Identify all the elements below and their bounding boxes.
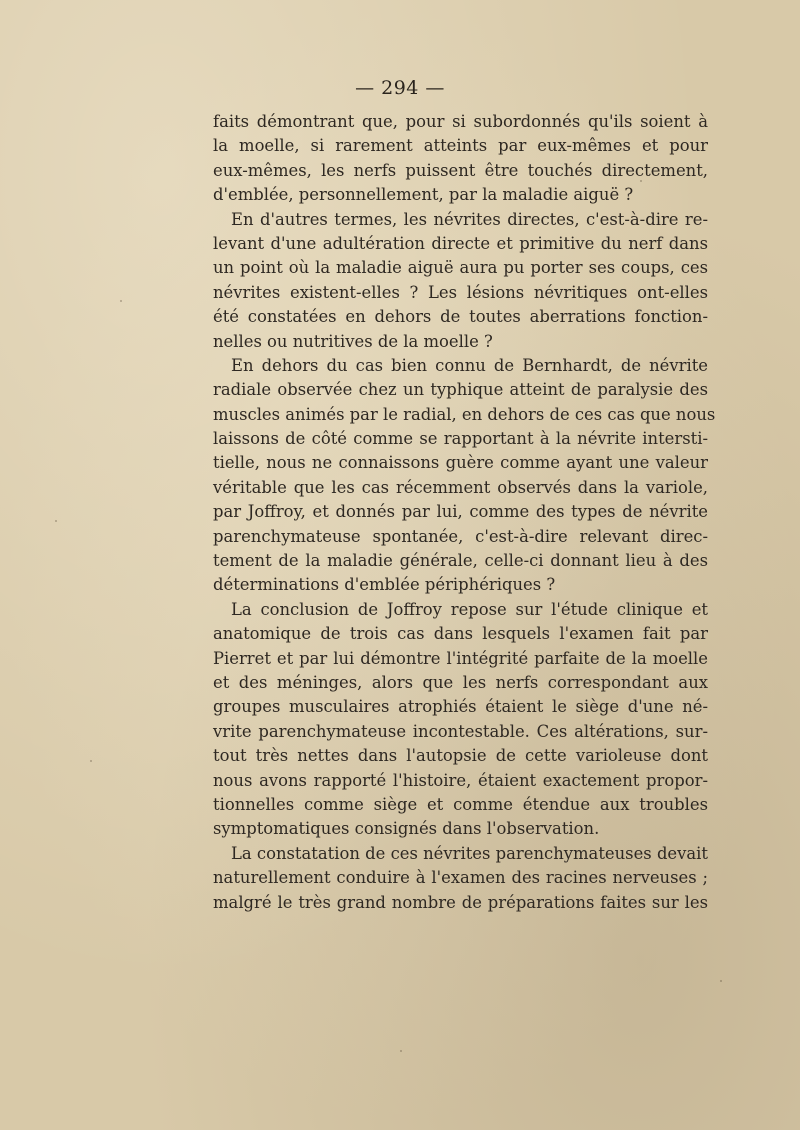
- text-line: tement de la maladie générale, celle-ci donnant lieu à des: [213, 551, 708, 571]
- paragraph: [213, 842, 708, 915]
- page-number: — 294 —: [355, 77, 445, 99]
- paragraph: [213, 110, 708, 208]
- text-line: En d'autres termes, les névrites directes, c'est-à-dire re-: [231, 209, 708, 229]
- paper-speck: [90, 760, 92, 762]
- text-line: malgré le très grand nombre de préparations faites sur les: [213, 892, 708, 912]
- paragraph: [213, 208, 708, 354]
- text-line: levant d'une adultération directe et primitive du nerf dans: [213, 233, 708, 253]
- paper-speck: [640, 180, 642, 182]
- text-line: radiale observée chez un typhique atteint de paralysie des: [213, 380, 708, 400]
- text-line: parenchymateuse spontanée, c'est-à-dire relevant direc-: [213, 526, 708, 546]
- text-line: névrites existent-elles ? Les lésions névritiques ont-elles: [213, 282, 708, 302]
- text-line: En dehors du cas bien connu de Bernhardt, de névrite: [231, 355, 708, 375]
- paper-speck: [720, 980, 722, 982]
- text-line: nous avons rapporté l'histoire, étaient exactement propor-: [213, 770, 708, 790]
- text-line: et des méninges, alors que les nerfs correspondant aux: [213, 672, 708, 692]
- text-line: faits démontrant que, pour si subordonnés qu'ils soient à: [213, 112, 708, 131]
- text-line: La conclusion de Joffroy repose sur l'étude clinique et: [231, 599, 708, 619]
- text-line: un point où la maladie aiguë aura pu porter ses coups, ces: [213, 258, 708, 278]
- text-line: muscles animés par le radial, en dehors de ces cas que nous: [213, 404, 716, 424]
- paper-speck: [55, 520, 57, 522]
- text-line: vrite parenchymateuse incontestable. Ces altérations, sur-: [213, 721, 708, 741]
- text-line: nelles ou nutritives de la moelle ?: [213, 331, 493, 351]
- paragraph: [213, 354, 716, 598]
- body-text: [213, 110, 716, 915]
- text-line: groupes musculaires atrophiés étaient le siège d'une né-: [213, 697, 708, 717]
- text-line: d'emblée, personnellement, par la maladie aiguë ?: [213, 185, 634, 205]
- paper-speck: [400, 1050, 402, 1052]
- text-line: naturellement conduire à l'examen des racines nerveuses ;: [213, 868, 708, 888]
- text-line: la moelle, si rarement atteints par eux-mêmes et pour: [213, 136, 708, 156]
- text-line: par Joffroy, et donnés par lui, comme des types de névrite: [213, 502, 708, 522]
- text-line: déterminations d'emblée périphériques ?: [213, 575, 556, 595]
- text-line: laissons de côté comme se rapportant à la névrite intersti-: [213, 429, 708, 449]
- text-line: symptomatiques consignés dans l'observation.: [213, 819, 600, 839]
- text-line: tionnelles comme siège et comme étendue aux troubles: [213, 794, 708, 814]
- text-line: tielle, nous ne connaissons guère comme ayant une valeur: [213, 453, 708, 473]
- text-line: anatomique de trois cas dans lesquels l'examen fait par: [213, 624, 708, 644]
- text-line: Pierret et par lui démontre l'intégrité parfaite de la moelle: [213, 648, 708, 668]
- text-line: été constatées en dehors de toutes aberrations fonction-: [213, 307, 708, 327]
- text-line: tout très nettes dans l'autopsie de cette varioleuse dont: [213, 746, 708, 766]
- text-line: eux-mêmes, les nerfs puissent être touchés directement,: [213, 160, 708, 180]
- paragraph: [213, 598, 708, 842]
- paper-speck: [120, 300, 122, 302]
- text-line: véritable que les cas récemment observés dans la variole,: [213, 477, 708, 497]
- text-line: La constatation de ces névrites parenchymateuses devait: [231, 843, 708, 863]
